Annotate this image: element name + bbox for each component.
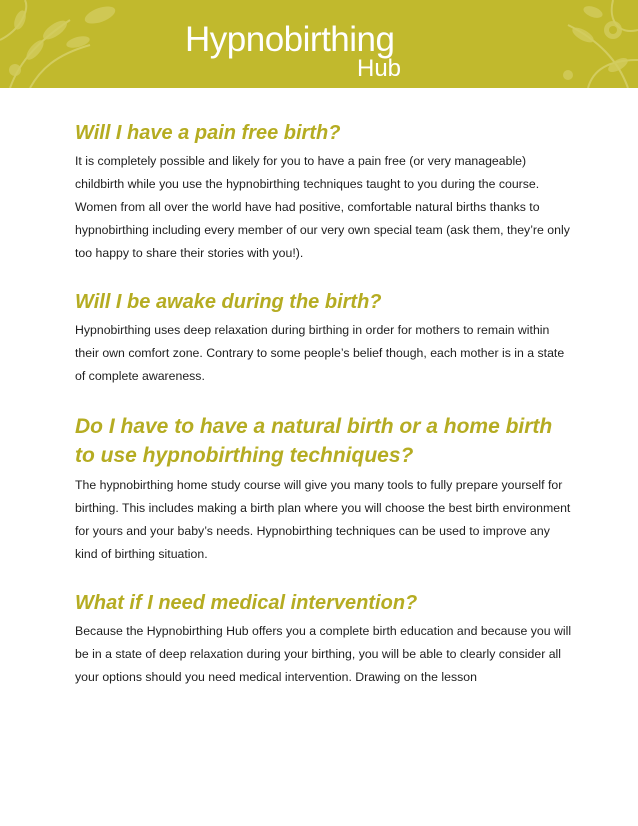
faq-heading: Do I have to have a natural birth or a home birth to use hypnobirthing techniques?: [75, 415, 553, 467]
brand-logo[interactable]: [185, 20, 455, 82]
header-banner: [0, 0, 638, 88]
faq-content: [75, 120, 575, 713]
faq-body: It is completely possible and likely for you to have a pain free (or very manageable) childbirth while you use the hypnobirthing techniques taught to you during the course. Women from all over the world have had positive, comfortable natural births thanks to hypnobirthing including every member of our very own special team (ask them, they’re only too happy to share their stories with you!).: [75, 154, 570, 260]
floral-pattern-left-icon: [0, 0, 130, 88]
logo-subtitle: Hub: [357, 55, 402, 82]
faq-body: Because the Hypnobirthing Hub offers you a complete birth education and because you will be in a state of deep relaxation during your birthing, you will be able to clearly consider all your options should you need medical intervention. Drawing on the lesson: [75, 624, 572, 684]
faq-body: The hypnobirthing home study course will give you many tools to fully prepare yourself for birthing. This includes making a birth plan where you will choose the best birth environment for yours and your baby’s needs. Hypnobirthing techniques can be used to improve any kind of birthing situation.: [75, 478, 571, 561]
faq-section: [75, 590, 575, 689]
faq-heading: Will I be awake during the birth?: [75, 291, 382, 313]
floral-pattern-right-icon: [518, 0, 638, 88]
faq-heading: Will I have a pain free birth?: [75, 122, 341, 144]
logo-wordmark: Hypnobirthing: [185, 20, 395, 59]
faq-section: [75, 412, 575, 566]
faq-section: [75, 289, 575, 388]
faq-body: Hypnobirthing uses deep relaxation during birthing in order for mothers to remain within their own comfort zone. Contrary to some people’s belief though, each mother is in a state of complete awareness.: [75, 323, 565, 383]
faq-section: [75, 120, 575, 265]
faq-heading: What if I need medical intervention?: [75, 592, 418, 614]
